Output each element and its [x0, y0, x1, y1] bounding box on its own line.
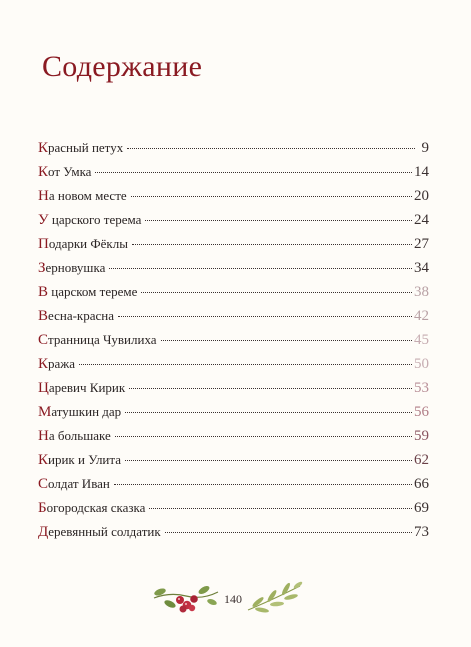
toc-entry[interactable] — [38, 164, 429, 188]
dot-leader — [118, 316, 412, 317]
toc-entry[interactable] — [38, 380, 429, 404]
dot-leader — [95, 172, 412, 173]
page-title: Содержание — [42, 50, 203, 83]
dot-leader — [79, 364, 412, 365]
toc-page-number: 14 — [414, 164, 429, 180]
toc-entry[interactable] — [38, 236, 429, 260]
toc-page-number: 27 — [414, 236, 429, 252]
toc-page-number: 24 — [414, 212, 429, 228]
toc-entry-text: царского терема — [48, 212, 142, 227]
toc-entry-initial: В — [38, 284, 49, 300]
toc-entry-text: есна-красна — [48, 308, 115, 323]
toc-entry-title — [38, 284, 137, 301]
toc-entry-title — [38, 212, 141, 229]
toc-entry-initial: Б — [38, 500, 47, 516]
toc-page-number: 69 — [414, 500, 429, 516]
toc-entry-title — [38, 452, 121, 469]
toc-entry-title — [38, 332, 157, 349]
toc-entry-initial: Н — [38, 188, 49, 204]
toc-entry-title — [38, 476, 110, 493]
dot-leader — [114, 484, 412, 485]
toc-entry-title — [38, 236, 128, 253]
toc-entry[interactable] — [38, 500, 429, 524]
toc-entry-text: от Умка — [48, 164, 92, 179]
dot-leader — [141, 292, 412, 293]
toc-entry-initial: Д — [38, 524, 49, 540]
leaf-sprig-icon — [244, 580, 304, 616]
toc-entry[interactable] — [38, 212, 429, 236]
toc-entry-initial: К — [38, 164, 49, 180]
toc-page-number: 38 — [414, 284, 429, 300]
toc-entry-title — [38, 356, 75, 373]
toc-entry-initial: П — [38, 236, 49, 252]
dot-leader — [109, 268, 412, 269]
toc-entry[interactable] — [38, 140, 429, 164]
berry-sprig-icon — [150, 578, 222, 618]
dot-leader — [125, 412, 412, 413]
toc-entry-text: еревянный солдатик — [48, 524, 161, 539]
toc-entry-text: царском тереме — [48, 284, 138, 299]
toc-page-number: 45 — [414, 332, 429, 348]
dot-leader — [165, 532, 412, 533]
toc-entry-initial: Ц — [38, 380, 49, 396]
toc-entry[interactable] — [38, 332, 429, 356]
toc-entry-title — [38, 164, 91, 181]
table-of-contents — [38, 140, 429, 548]
toc-entry-title — [38, 308, 114, 325]
toc-entry[interactable] — [38, 260, 429, 284]
dot-leader — [161, 340, 412, 341]
toc-entry[interactable] — [38, 476, 429, 500]
toc-entry-title — [38, 404, 121, 421]
dot-leader — [127, 148, 415, 149]
toc-entry-text: транница Чувилиха — [48, 332, 157, 347]
toc-entry-initial: С — [38, 476, 49, 492]
toc-entry[interactable] — [38, 404, 429, 428]
toc-page-number: 42 — [414, 308, 429, 324]
toc-entry-title — [38, 380, 125, 397]
toc-page-number: 59 — [414, 428, 429, 444]
toc-entry-initial: К — [38, 356, 49, 372]
toc-page-number: 34 — [414, 260, 429, 276]
toc-entry-initial: У — [38, 212, 49, 228]
toc-page-number: 20 — [414, 188, 429, 204]
toc-entry-initial: З — [38, 260, 46, 276]
toc-entry[interactable] — [38, 356, 429, 380]
toc-entry-text: ирик и Улита — [48, 452, 121, 467]
dot-leader — [125, 460, 412, 461]
toc-entry-text: а большаке — [48, 428, 111, 443]
toc-entry-initial: В — [38, 308, 49, 324]
toc-page-number: 9 — [421, 140, 429, 156]
toc-entry[interactable] — [38, 308, 429, 332]
toc-entry-text: аревич Кирик — [48, 380, 126, 395]
toc-entry-text: атушкин дар — [51, 404, 122, 419]
toc-entry-title — [38, 428, 111, 445]
toc-entry-text: огородская сказка — [46, 500, 146, 515]
toc-entry[interactable] — [38, 284, 429, 308]
toc-entry-text: ража — [48, 356, 76, 371]
dot-leader — [149, 508, 412, 509]
toc-entry-initial: К — [38, 452, 49, 468]
dot-leader — [131, 196, 412, 197]
dot-leader — [115, 436, 412, 437]
toc-entry-title — [38, 524, 161, 541]
toc-entry-text: а новом месте — [48, 188, 127, 203]
toc-page-number: 73 — [414, 524, 429, 540]
toc-entry-title — [38, 260, 105, 277]
toc-entry-text: олдат Иван — [48, 476, 110, 491]
toc-entry[interactable] — [38, 452, 429, 476]
toc-entry-title — [38, 140, 123, 157]
toc-page-number: 56 — [414, 404, 429, 420]
toc-entry[interactable] — [38, 188, 429, 212]
toc-page-number: 53 — [414, 380, 429, 396]
toc-entry[interactable] — [38, 428, 429, 452]
toc-page-number: 62 — [414, 452, 429, 468]
page-number: 140 — [224, 592, 242, 606]
toc-entry-text: ерновушка — [45, 260, 106, 275]
toc-entry-text: одарки Фёклы — [48, 236, 128, 251]
toc-entry-initial: Н — [38, 428, 49, 444]
toc-entry[interactable] — [38, 524, 429, 548]
dot-leader — [129, 388, 412, 389]
toc-entry-text: расный петух — [48, 140, 124, 155]
toc-entry-initial: С — [38, 332, 49, 348]
toc-entry-title — [38, 500, 145, 517]
dot-leader — [132, 244, 412, 245]
dot-leader — [145, 220, 412, 221]
toc-page-number: 66 — [414, 476, 429, 492]
toc-page-number: 50 — [414, 356, 429, 372]
toc-entry-title — [38, 188, 127, 205]
page-footer — [0, 578, 471, 628]
toc-entry-initial: К — [38, 140, 49, 156]
toc-entry-initial: М — [38, 404, 52, 420]
